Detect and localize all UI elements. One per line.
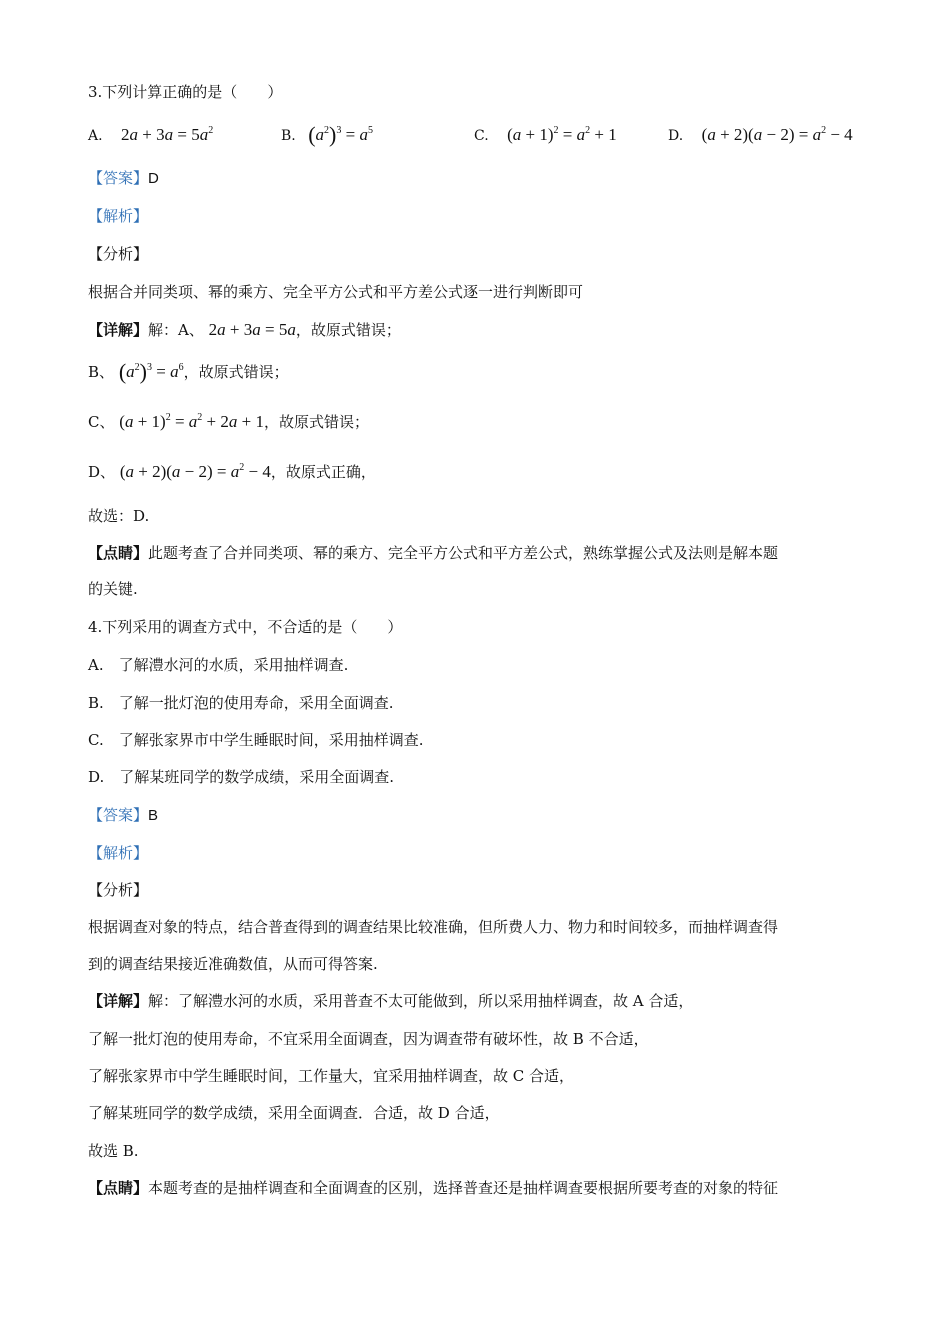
q4-xiangjie-line4: 了解某班同学的数学成绩，采用全面调查．合适，故 D 合适， [88, 1104, 500, 1122]
q3-xiangjie-line-c [88, 412, 369, 432]
answer-tag: 【答案】 [88, 169, 149, 187]
option-a-label: A. [88, 128, 103, 144]
xiangjie-a-formula: 2a + 3a = 5a [208, 320, 296, 339]
q3-jiexi-heading: 【解析】 [88, 207, 149, 225]
xiangjie-b-prefix: B、 [88, 363, 115, 381]
option-a-formula: $2a + 3a = 5a^2$ [121, 125, 214, 144]
xiangjie-prefix: 解：A、 [148, 321, 204, 339]
option-d-label: D. [668, 128, 684, 144]
q4-answer [88, 805, 158, 826]
answer-value: D [148, 170, 159, 187]
q4-jiexi-heading: 【解析】 [88, 844, 149, 862]
q4-fenxi-heading: 【分析】 [88, 881, 149, 899]
q4-choose: 故选 B. [88, 1142, 139, 1160]
dianjing-text: 本题考查的是抽样调查和全面调查的区别，选择普查还是抽样调查要根据所要考查的对象的特征 [148, 1179, 779, 1197]
q4-stem: 4.下列采用的调查方式中，不合适的是（ ） [88, 618, 403, 636]
q3-fenxi-text: 根据合并同类项、幂的乘方、完全平方公式和平方差公式逐一进行判断即可 [88, 283, 584, 301]
answer-value: B [148, 807, 159, 824]
q3-xiangjie-line-b [88, 359, 289, 384]
option-b-formula: $(a^2)^3 = a^5$ [308, 122, 373, 147]
option-c-formula: $(a + 1)^2 = a^2 + 1$ [507, 125, 617, 144]
xiangjie-d-formula: $(a + 2)(a - 2) = a^2 - 4$ [119, 462, 271, 481]
option-c-label: C. [474, 128, 489, 144]
xiangjie-b-suffix: ，故原式错误； [183, 363, 289, 381]
xiangjie-d-prefix: D、 [88, 463, 116, 481]
q4-option-a: A. 了解澧水河的水质，采用抽样调查. [88, 656, 349, 674]
dianjing-text1: 此题考查了合并同类项、幂的乘方、完全平方公式和平方差公式，熟练掌握公式及法则是解本题 [148, 544, 779, 562]
xiangjie-c-formula: $(a + 1)^2 = a^2 + 2a + 1$ [119, 412, 264, 431]
q4-dianjing-line [88, 1178, 778, 1198]
q4-option-d: D. 了解某班同学的数学成绩，采用全面调查. [88, 768, 395, 786]
q3-option-a [88, 125, 213, 146]
xiangjie-line1-text: 解：了解澧水河的水质，采用普查不太可能做到，所以采用抽样调查，故 A 合适， [148, 992, 694, 1010]
q3-answer [88, 168, 159, 189]
q3-stem: 3.下列计算正确的是（ ） [88, 83, 283, 101]
q3-xiangjie-line-d [88, 462, 376, 482]
xiangjie-b-formula: $(a^2)^3 = a^6$ [118, 359, 184, 384]
q3-xiangjie-line-a [88, 320, 401, 340]
q4-fenxi-text1: 根据调查对象的特点，结合普查得到的调查结果比较准确，但所费人力、物力和时间较多，而抽样调查得 [88, 918, 779, 936]
q4-option-b: B. 了解一批灯泡的使用寿命，采用全面调查. [88, 694, 394, 712]
q3-option-c [474, 125, 617, 146]
q3-option-d [668, 125, 853, 146]
q4-xiangjie-line1 [88, 991, 693, 1011]
q3-dianjing-line1 [88, 543, 778, 563]
xiangjie-d-suffix: ，故原式正确， [270, 463, 376, 481]
answer-tag: 【答案】 [88, 806, 149, 824]
xiangjie-tag: 【详解】 [88, 992, 149, 1010]
q4-fenxi-text2: 到的调查结果接近准确数值，从而可得答案. [88, 955, 378, 973]
option-b-label: B. [281, 128, 296, 144]
xiangjie-c-prefix: C、 [88, 413, 115, 431]
option-d-formula: $(a + 2)(a - 2) = a^2 - 4$ [701, 125, 853, 144]
q4-xiangjie-line2: 了解一批灯泡的使用寿命，不宜采用全面调查，因为调查带有破坏性，故 B 不合适， [88, 1030, 649, 1048]
q3-dianjing-line2: 的关键. [88, 580, 138, 598]
dianjing-tag: 【点睛】 [88, 1179, 149, 1197]
q4-option-c: C. 了解张家界市中学生睡眠时间，采用抽样调查. [88, 731, 424, 749]
q3-choose: 故选：D. [88, 507, 150, 525]
xiangjie-a-suffix: ，故原式错误； [295, 321, 401, 339]
dianjing-tag: 【点睛】 [88, 544, 149, 562]
xiangjie-tag: 【详解】 [88, 321, 149, 339]
xiangjie-c-suffix: ，故原式错误； [263, 413, 369, 431]
q4-xiangjie-line3: 了解张家界市中学生睡眠时间，工作量大，宜采用抽样调查，故 C 合适， [88, 1067, 575, 1085]
q3-fenxi-heading: 【分析】 [88, 245, 149, 263]
q3-option-b [281, 122, 373, 147]
